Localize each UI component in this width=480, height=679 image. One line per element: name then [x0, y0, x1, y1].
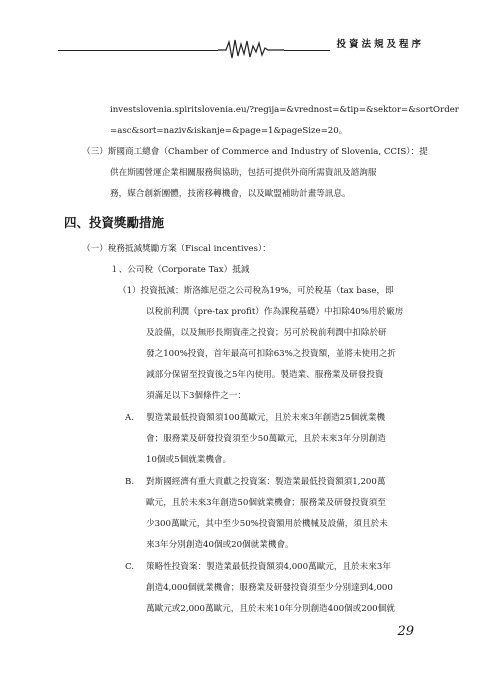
text-line: 減部分保留至投資後之5年內使用。製造業、服務業及研發投資	[146, 370, 384, 380]
text-line: 供在斯國營運企業相關服務與協助，包括可提供外商所需資訊及諮詢服	[110, 168, 377, 178]
text-line: 萬歐元或2,000萬歐元，且於未來10年分別創造400個或200個就	[146, 604, 395, 614]
text-line: 對斯國經濟有重大貢獻之投資案：製造業最低投資額須1,200萬	[146, 477, 386, 487]
text-line: 10個或5個就業機會。	[146, 455, 232, 465]
text-line: 來3年分別創造40個或20個就業機會。	[146, 540, 294, 550]
text-line: （三）斯國商工總會（Chamber of Commerce and Industry of Slovenia, CCIS）：提	[82, 147, 428, 157]
text-line: 製造業最低投資額須100萬歐元，且於未來3年創造25個就業機	[146, 413, 386, 423]
text-line: 務，媒合創新團體，技術移轉機會，以及歐盟補助計畫等訊息。	[110, 189, 351, 199]
text-line: （1）投資抵減：斯洛維尼亞之公司稅為19%，可於稅基（tax base，即	[118, 286, 394, 296]
text-line: 創造4,000個就業機會；服務業及研發投資須至少分別達到4,000	[146, 583, 393, 593]
text-line: （一）稅務抵減獎勵方案（Fiscal incentives）：	[82, 244, 271, 254]
section-heading: 四、投資獎勵措施	[64, 215, 165, 230]
page-number: 29	[397, 624, 414, 639]
list-marker: A.	[125, 413, 134, 423]
text-line: investslovenia.spiritslovenia.eu/?regija=&vrednost=&tip=&sektor=&sortOrder	[110, 105, 459, 115]
page-header	[58, 38, 424, 60]
text-line: =asc&sort=naziv&iskanje=&page=1&pageSize=20。	[110, 126, 348, 136]
text-line: 須滿足以下3個條件之一：	[146, 391, 246, 401]
text-line: 策略性投資案：製造業最低投資額須4,000萬歐元，且於未來3年	[146, 562, 391, 572]
header-rule-left	[58, 50, 218, 51]
text-line: １、公司稅（Corporate Tax）抵減	[110, 265, 250, 275]
text-line: 少300萬歐元，其中至少50%投資額用於機械及設備，須且於未	[146, 519, 388, 529]
text-line: 發之100%投資，首年最高可扣除63%之投資額，並將未使用之折	[146, 349, 396, 359]
text-line: 歐元，且於未來3年創造50個就業機會；服務業及研發投資須至	[146, 498, 386, 508]
header-title: 投資法規及程序	[330, 38, 424, 52]
text-line: 會；服務業及研發投資須至少50萬歐元，且於未來3年分別創造	[146, 434, 386, 444]
text-line: 及設備，以及無形長期資產之投資；另可於稅前利潤中扣除於研	[146, 328, 387, 338]
heartbeat-wave-icon	[218, 38, 284, 60]
list-marker: B.	[125, 477, 135, 487]
list-marker: C.	[125, 562, 135, 572]
text-line: 以稅前利潤（pre-tax profit）作為課稅基礎）中扣除40%用於廠房	[146, 307, 404, 317]
